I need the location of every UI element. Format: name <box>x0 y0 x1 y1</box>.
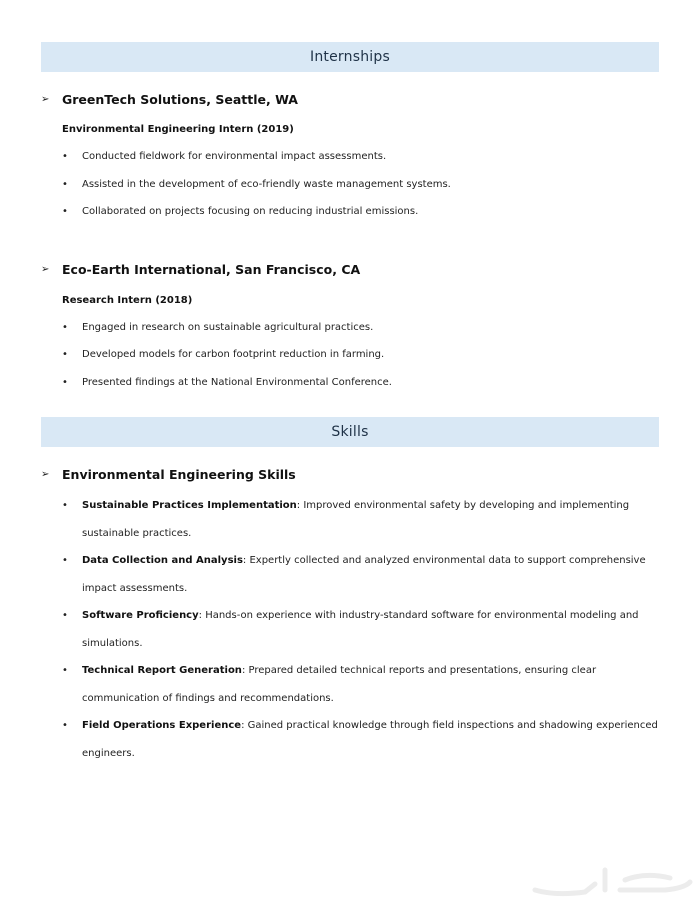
internships-section-header <box>41 42 659 72</box>
skills-group-heading <box>41 467 296 482</box>
arrow-bullet-icon: ➢ <box>41 469 50 480</box>
company-name: Eco-Earth International, San Francisco, CA <box>62 262 361 277</box>
bullet-dot-icon: • <box>62 665 68 676</box>
skill-description: : Hands-on experience with industry-standard software for environmental modeling and simulations. <box>82 610 639 649</box>
arrow-bullet-icon: ➢ <box>41 94 50 105</box>
bullet-dot-icon: • <box>62 720 68 731</box>
bullet-dot-icon: • <box>62 206 68 217</box>
internships-title: Internships <box>310 49 390 65</box>
bullet-dot-icon: • <box>62 500 68 511</box>
list-item <box>62 179 451 190</box>
list-item-text: Collaborated on projects focusing on reducing industrial emissions. <box>82 206 419 217</box>
bullet-dot-icon: • <box>62 610 68 621</box>
skill-item <box>62 492 662 547</box>
skills-group-title: Environmental Engineering Skills <box>62 467 296 482</box>
bullet-dot-icon: • <box>62 179 68 190</box>
company-name: GreenTech Solutions, Seattle, WA <box>62 92 298 107</box>
skill-description: : Expertly collected and analyzed environmental data to support comprehensive impact assessments. <box>82 555 646 594</box>
bullet-dot-icon: • <box>62 151 68 162</box>
list-item <box>62 349 384 360</box>
list-item-text: Assisted in the development of eco-friendly waste management systems. <box>82 179 451 190</box>
skill-title: Field Operations Experience <box>82 720 242 731</box>
list-item-text: Engaged in research on sustainable agricultural practices. <box>82 322 374 333</box>
skill-item <box>62 602 662 657</box>
haraj-watermark-logo <box>525 862 695 902</box>
bullet-dot-icon: • <box>62 555 68 566</box>
skill-title: Software Proficiency <box>82 610 199 621</box>
list-item <box>62 322 373 333</box>
skill-description: : Gained practical knowledge through field inspections and shadowing experienced engineers. <box>82 720 658 759</box>
company-heading <box>41 262 360 277</box>
bullet-dot-icon: • <box>62 322 68 333</box>
company-heading <box>41 92 298 107</box>
skills-section-header <box>41 417 659 447</box>
list-item-text: Developed models for carbon footprint reduction in farming. <box>82 349 385 360</box>
skill-description: : Prepared detailed technical reports and presentations, ensuring clear communication of findings and recommendations. <box>82 665 597 704</box>
list-item <box>62 377 392 388</box>
list-item-text: Conducted fieldwork for environmental impact assessments. <box>82 151 387 162</box>
skill-title: Technical Report Generation <box>82 665 242 676</box>
role-title: Environmental Engineering Intern (2019) <box>62 124 294 135</box>
list-item <box>62 151 386 162</box>
bullet-dot-icon: • <box>62 349 68 360</box>
skill-item <box>62 712 662 767</box>
skill-description: : Improved environmental safety by developing and implementing sustainable practices. <box>82 500 630 539</box>
bullet-dot-icon: • <box>62 377 68 388</box>
skills-title: Skills <box>331 424 369 440</box>
skill-title: Sustainable Practices Implementation <box>82 500 297 511</box>
skill-item <box>62 547 662 602</box>
skill-title: Data Collection and Analysis <box>82 555 243 566</box>
skill-item <box>62 657 662 712</box>
arrow-bullet-icon: ➢ <box>41 264 50 275</box>
role-title: Research Intern (2018) <box>62 295 193 306</box>
list-item <box>62 206 418 217</box>
list-item-text: Presented findings at the National Environmental Conference. <box>82 377 392 388</box>
